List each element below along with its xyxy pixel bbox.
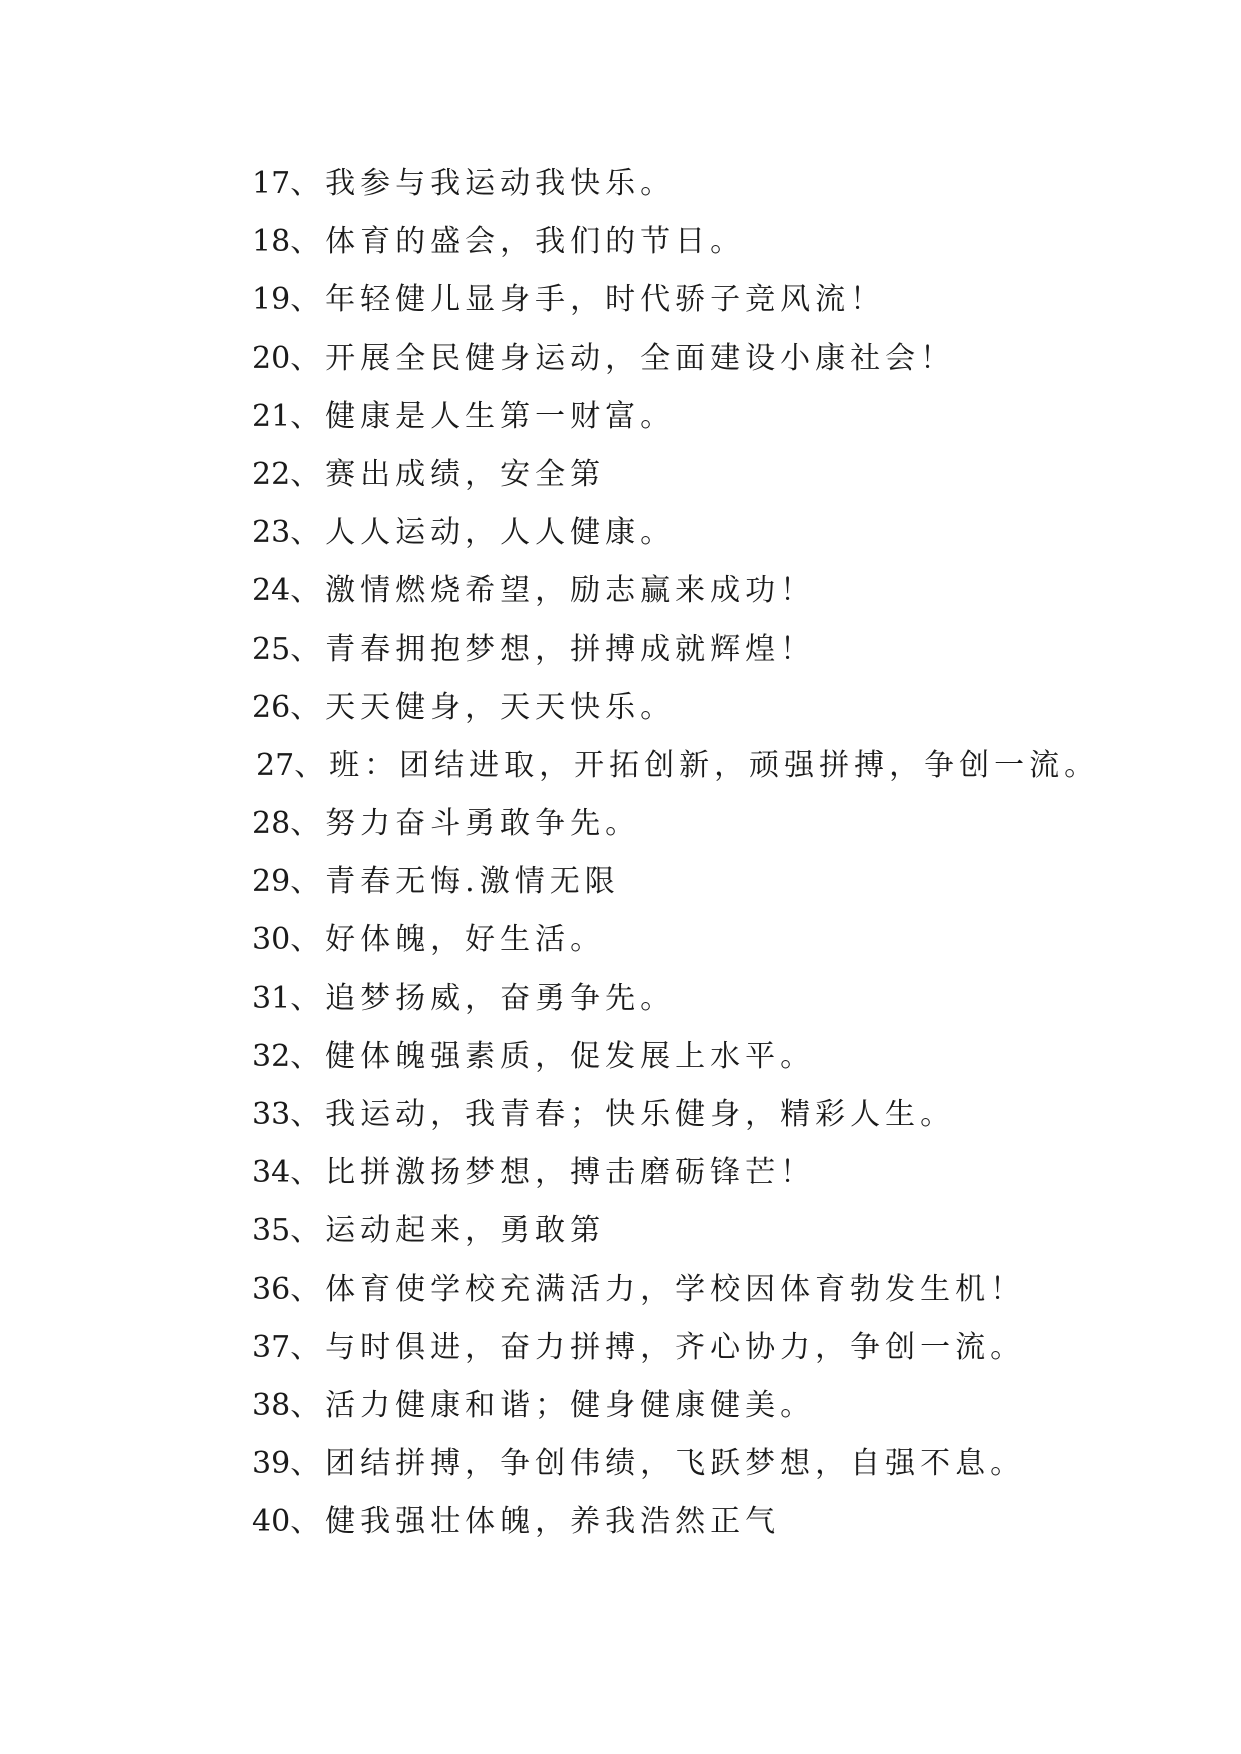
list-item (252, 853, 1099, 911)
item-number: 35 (252, 1213, 291, 1249)
list-item (252, 1144, 1099, 1202)
item-number: 33 (252, 1097, 291, 1132)
list-item (252, 911, 1099, 969)
item-number: 38 (252, 1387, 291, 1423)
list-item (252, 795, 1099, 853)
item-text: 、健体魄强素质，促发展上水平。 (290, 1038, 816, 1074)
item-text: 、健康是人生第一财富。 (290, 398, 676, 434)
item-text: 、班：团结进取，开拓创新，顽强拼搏，争创一流。 (294, 747, 1100, 783)
item-number: 31 (252, 980, 291, 1016)
item-text: 、与时俱进，奋力拼搏，齐心协力，争创一流。 (290, 1329, 1026, 1365)
item-number: 23 (252, 515, 291, 551)
item-number: 26 (252, 689, 291, 725)
list-item (252, 155, 1099, 213)
item-text: 、比拼激扬梦想，搏击磨砺锋芒！ (290, 1155, 816, 1191)
item-text: 、开展全民健身运动，全面建设小康社会！ (290, 340, 956, 376)
list-item (252, 1202, 1099, 1260)
item-text: 、青春无悔.激情无限 (290, 864, 620, 900)
item-number: 34 (252, 1155, 291, 1191)
item-text: 、我运动，我青春；快乐健身，精彩人生。 (290, 1097, 956, 1132)
item-text: 、青春拥抱梦想，拼搏成就辉煌！ (290, 631, 816, 667)
item-text: 、人人运动，人人健康。 (290, 515, 676, 551)
list-item (252, 504, 1099, 562)
item-number: 21 (252, 398, 291, 434)
item-text: 、天天健身，天天快乐。 (290, 689, 676, 725)
item-number: 37 (252, 1329, 291, 1365)
item-text: 、年轻健儿显身手，时代骄子竞风流！ (290, 282, 886, 318)
item-text: 、健我强壮体魄，养我浩然正气 (290, 1504, 781, 1540)
item-text: 、体育的盛会，我们的节日。 (290, 224, 746, 260)
item-number: 39 (252, 1446, 291, 1482)
item-text: 、激情燃烧希望，励志赢来成功！ (290, 573, 816, 609)
list-item (252, 271, 1099, 329)
item-number: 36 (252, 1271, 291, 1307)
item-text: 、赛出成绩，安全第 (290, 456, 606, 492)
item-number: 24 (252, 573, 291, 609)
list-item (252, 679, 1099, 737)
item-text: 、我参与我运动我快乐。 (290, 166, 676, 201)
item-number: 19 (252, 282, 291, 318)
item-text: 、体育使学校充满活力，学校因体育勃发生机！ (290, 1271, 1026, 1307)
list-item (252, 446, 1099, 504)
item-text: 、追梦扬威，奋勇争先。 (290, 980, 676, 1016)
item-text: 、努力奋斗勇敢争先。 (290, 806, 641, 842)
list-item (252, 1493, 1099, 1551)
list-item (252, 1261, 1099, 1319)
list-item (252, 1377, 1099, 1435)
item-number: 27 (256, 747, 295, 783)
list-item (252, 213, 1099, 271)
item-text: 、运动起来，勇敢第 (290, 1213, 606, 1249)
list-item (252, 562, 1099, 620)
item-number: 40 (252, 1504, 291, 1540)
item-text: 、好体魄，好生活。 (290, 922, 606, 958)
list-item (252, 970, 1099, 1028)
list-item (252, 1319, 1099, 1377)
item-number: 28 (252, 806, 291, 842)
list-item (252, 1435, 1099, 1493)
item-text: 、活力健康和谐；健身健康健美。 (290, 1387, 816, 1423)
list-item (252, 1086, 1099, 1144)
item-number: 25 (252, 631, 291, 667)
item-text: 、团结拼搏，争创伟绩，飞跃梦想，自强不息。 (290, 1446, 1026, 1482)
item-number: 30 (252, 922, 291, 958)
item-number: 18 (252, 224, 291, 260)
slogan-list (252, 155, 1099, 1552)
list-item (252, 737, 1099, 795)
list-item (252, 388, 1099, 446)
list-item (252, 330, 1099, 388)
item-number: 22 (252, 456, 291, 492)
item-number: 32 (252, 1038, 291, 1074)
list-item (252, 1028, 1099, 1086)
item-number: 20 (252, 340, 291, 376)
item-number: 29 (252, 864, 291, 900)
item-number: 17 (252, 166, 291, 201)
list-item (252, 621, 1099, 679)
